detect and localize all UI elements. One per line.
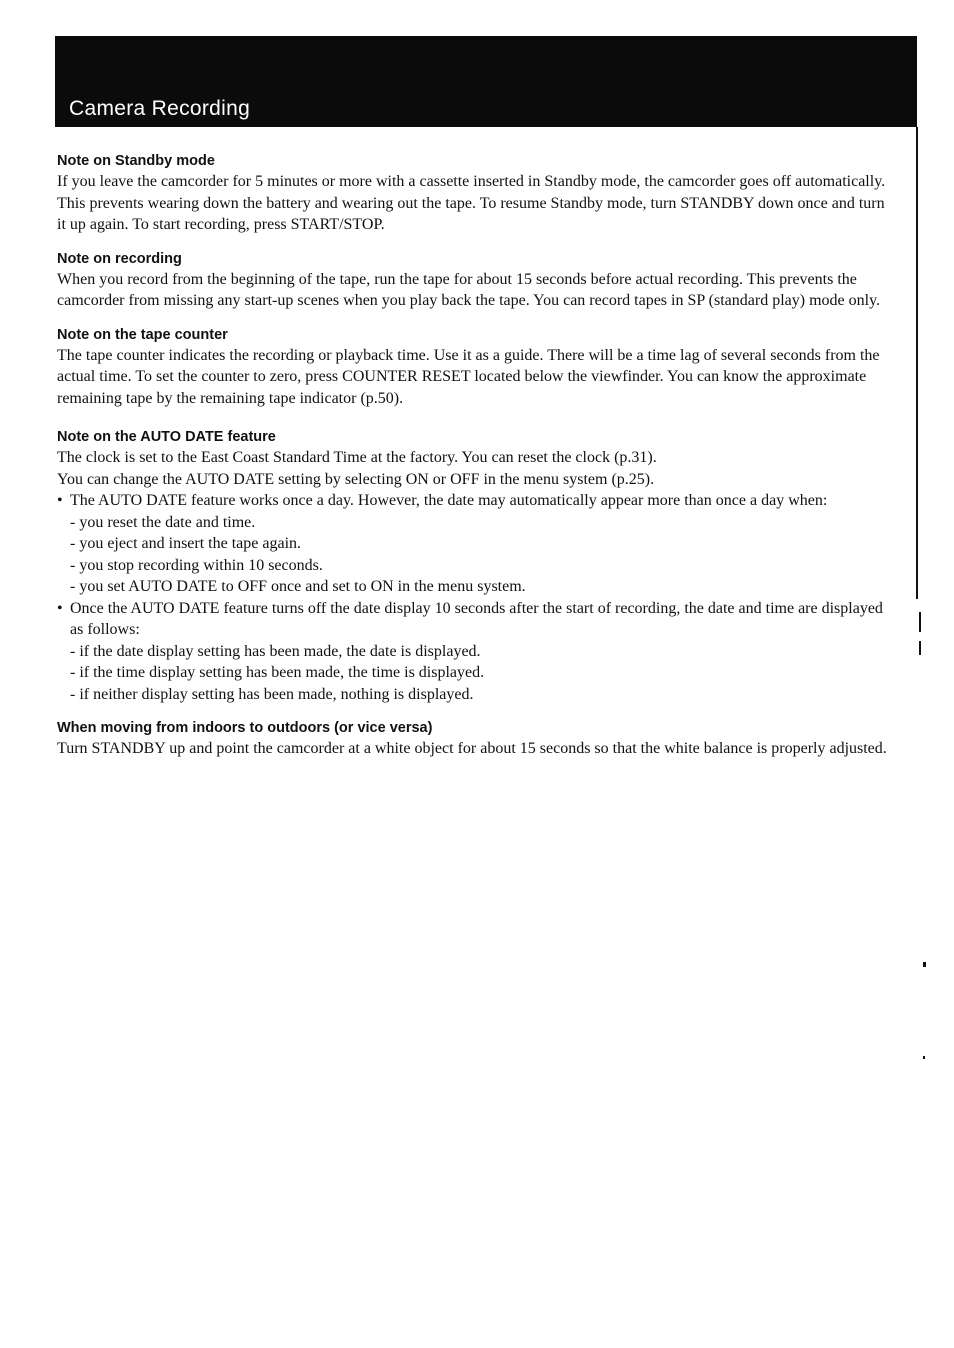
bullet-icon: • (57, 492, 63, 509)
bullet-text: The AUTO DATE feature works once a day. However, the date may automatically appear more than once a day when: (70, 492, 828, 509)
sub-list (70, 641, 897, 706)
edge-mark (919, 641, 921, 655)
sub-item: - you reset the date and time. (70, 513, 256, 531)
edge-mark (923, 1056, 925, 1059)
sub-item: - if neither display setting has been made, nothing is displayed. (70, 685, 474, 703)
section-paragraph: If you leave the camcorder for 5 minutes or more with a cassette inserted in Standby mode, the camcorder goes off automatically. This prevents wearing down the battery and wearing out the tape. To resume Standby mode, turn STANDBY down once and turn it up again. To start recording, press START/STOP. (57, 173, 886, 233)
section-paragraph: Turn STANDBY up and point the camcorder at a white object for about 15 seconds so that the white balance is properly adjusted. (57, 740, 887, 757)
sub-item: - if the time display setting has been made, the time is displayed. (70, 664, 485, 681)
section-indoors-outdoors (57, 718, 897, 760)
section-heading: Note on the tape counter (57, 326, 228, 343)
section-heading: Note on Standby mode (57, 153, 215, 169)
section-heading: Note on the AUTO DATE feature (57, 429, 276, 445)
bullet-item (57, 598, 897, 706)
sub-item: - you set AUTO DATE to OFF once and set to ON in the menu system. (70, 578, 526, 595)
right-margin-rule (916, 127, 918, 599)
section-paragraph: The tape counter indicates the recording or playback time. Use it as a guide. There will be a time lag of several seconds from the actual time. To set the counter to zero, press COUNTER RESET located below the viewfinder. You can know the approximate remaining tape by the remaining tape indicator (p.50). (57, 346, 880, 407)
sub-list (70, 512, 897, 598)
header-bar (55, 36, 917, 127)
sub-item: - you stop recording within 10 seconds. (70, 556, 323, 574)
bullet-list (57, 490, 897, 705)
section-heading: Note on recording (57, 250, 182, 267)
bullet-item (57, 490, 897, 598)
section-recording (57, 249, 897, 312)
section-auto-date (57, 427, 897, 705)
sub-item: - you eject and insert the tape again. (70, 535, 302, 552)
section-paragraph: You can change the AUTO DATE setting by selecting ON or OFF in the menu system (p.25). (57, 470, 655, 488)
bullet-icon: • (57, 599, 63, 617)
sub-item: - if the date display setting has been made, the date is displayed. (70, 642, 481, 660)
section-heading: When moving from indoors to outdoors (or vice versa) (57, 720, 433, 736)
section-tape-counter (57, 325, 897, 410)
bullet-text: Once the AUTO DATE feature turns off the date display 10 seconds after the start of recording, the date and time are displayed as follows: (70, 599, 883, 638)
page-title: Camera Recording (69, 97, 251, 120)
main-content (57, 151, 897, 773)
section-paragraph: The clock is set to the East Coast Standard Time at the factory. You can reset the clock (p.31). (57, 449, 657, 466)
section-standby-mode (57, 151, 897, 236)
edge-mark (919, 612, 921, 632)
section-paragraph: When you record from the beginning of the tape, run the tape for about 15 seconds before actual recording. This prevents the camcorder from missing any start-up scenes when you play back the tape. You can record tapes in SP (standard play) mode only. (57, 270, 881, 309)
edge-mark (923, 962, 926, 967)
